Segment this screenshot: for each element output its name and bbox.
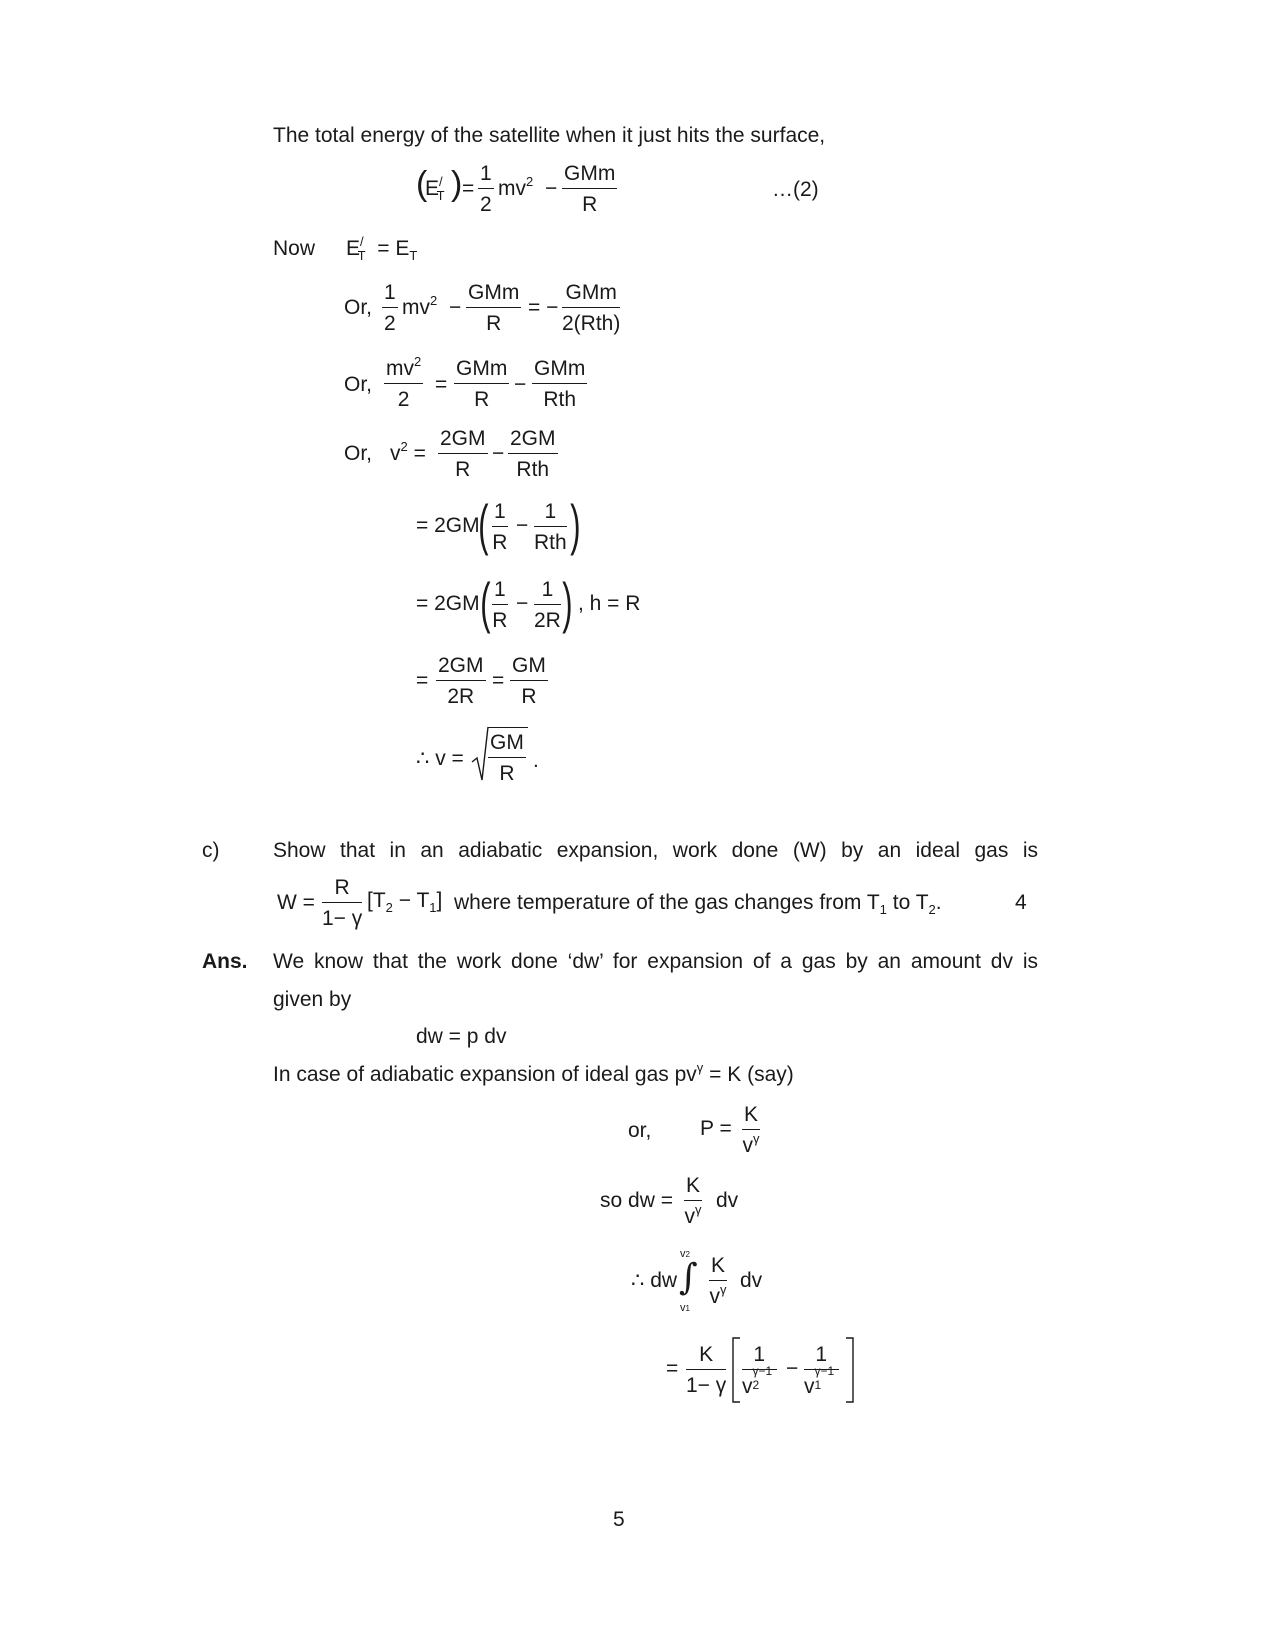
suffix: , h = R [578,592,641,615]
minus: − [449,296,462,319]
bracket-left [730,1336,742,1404]
answer-line-2: given by [273,988,352,1011]
equals: = [492,669,505,692]
fraction-mv2-2: $\frac{mv^2}{2}$ [386,354,422,411]
fraction-k-v-gamma: $\frac{K}{v^\gamma}$ [684,1174,702,1228]
minus: − [516,592,529,615]
fraction-1-r: $\frac{1}{R}$ [492,578,508,632]
fraction-2gm-2r: $\frac{2GM}{2R}$ [438,654,484,708]
fraction-k-v-gamma: $\frac{K}{v^\gamma}$ [709,1254,727,1308]
equals: = [435,373,448,396]
page-number: 5 [613,1508,625,1531]
paren-right: ) [451,165,463,203]
fraction-half: $\frac{1}{2}$ [480,162,492,216]
v-squared: $v^2$ = [390,439,426,465]
w-equals: W = [277,891,315,914]
paren-right: ) [562,571,573,634]
question-label: c) [202,839,220,862]
prefix: = 2GM [416,514,480,537]
fraction-gmm-2rth: GMm 2(Rth) [562,281,621,335]
fraction-gm-r: $\frac{GM}{R}$ [512,654,546,708]
intro-text: The total energy of the satellite when it just hits the surface, [273,124,826,147]
bracket-right [844,1336,856,1404]
fraction-1-rth: 1 Rth [534,500,567,554]
paren-left: ( [480,571,491,634]
dv: dv [740,1269,763,1292]
fraction-2gm-r: $\frac{2GM}{R}$ [440,427,486,481]
period: . [533,749,539,772]
paren-right: ) [570,493,581,556]
question-line-1: Show that in an adiabatic expansion, work done (W) by an ideal gas is [273,839,1038,862]
integral-sign: ∫ [679,1257,698,1298]
answer-label: Ans. [202,950,248,973]
or-label: Or, [344,296,373,319]
equals-minus: = − [528,296,559,319]
p-equals: P = [700,1117,732,1140]
fraction-gmm-r: GMm R [456,357,508,411]
fraction-gmm-r: GMm R [564,162,616,216]
equation-label: …(2) [772,178,819,201]
paren-left: ( [478,493,489,556]
adiabatic-line: In case of adiabatic expansion of ideal gas $pv^\gamma = K$ (say) [273,1060,794,1086]
or-label: Or, [344,442,373,465]
prefix: = 2GM [416,592,480,615]
integral-upper: v2 [680,1248,690,1260]
or-label: or, [628,1119,652,1142]
equals: = [666,1357,679,1380]
fraction-1-v1: 1 v γ−1 1 [804,1344,839,1397]
fraction-1-v2: 1 v γ−1 2 [742,1344,777,1397]
dw-equation: dw = p dv [416,1025,507,1048]
fraction-k-v-gamma: $\frac{K}{v^\gamma}$ [742,1103,760,1157]
marks: 4 [1015,891,1027,914]
minus: − [492,442,505,465]
fraction-k-1-gamma: $\frac{K}{1- \gamma}$ [686,1343,727,1397]
fraction-r-1-gamma: $\frac{R}{1- \gamma}$ [322,876,363,930]
fraction-gm-r: $\frac{GM}{R}$ [490,731,524,785]
dv: dv [716,1189,739,1212]
minus: − [516,514,529,537]
now-label: Now [273,237,316,260]
fraction-gmm-r: GMm R [468,281,520,335]
fraction-gmm-rth: GMm Rth [534,357,586,411]
fraction-half: $\frac{1}{2}$ [384,281,396,335]
minus: − [514,373,527,396]
bracket-expression: $[T_2 - T_1]$ [367,889,443,915]
prefix: ∴ v = [416,747,464,770]
equals: = [462,177,475,200]
fraction-2gm-rth: 2GM Rth [510,427,556,481]
symbol-et-prime: $E^/_T$ [425,174,445,203]
minus: − [545,177,558,200]
integral-prefix: ∴ dw [631,1269,678,1292]
question-line-2: where temperature of the gas changes from $T_1$ to $T_2$. [454,891,942,917]
fraction-1-r: $\frac{1}{R}$ [492,500,508,554]
mv-squared: $mv^2$ [498,174,534,200]
sqrt-bar [488,727,528,728]
integral-lower: v1 [680,1302,690,1314]
fraction-1-2r: $\frac{1}{2R}$ [534,578,561,632]
equals: = [416,669,429,692]
so-dw: so dw = [600,1189,673,1212]
sqrt-sign [470,726,490,782]
energy-equality: $E^/_T = E_T$ [346,234,418,263]
minus: − [786,1357,799,1380]
or-label: Or, [344,373,373,396]
answer-line-1: We know that the work done ‘dw’ for expansion of a gas by an amount dv is [273,950,1038,973]
paren-left: ( [416,165,428,203]
mv-squared: $mv^2$ [402,293,438,319]
